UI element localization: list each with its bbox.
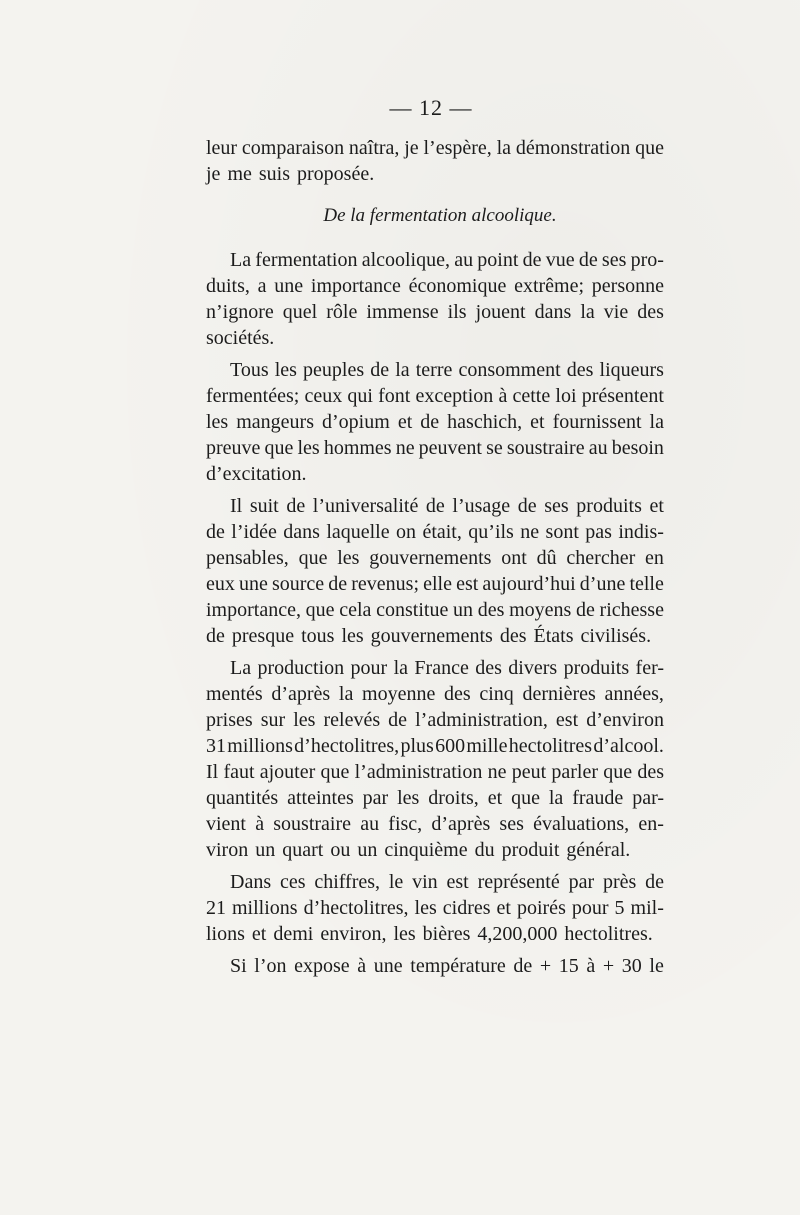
word: vin [412, 871, 438, 893]
word: température [410, 955, 506, 977]
word: ou [330, 839, 351, 861]
word: au [588, 437, 608, 459]
text-line [206, 759, 664, 785]
word: les [341, 625, 364, 647]
word: produits [576, 495, 642, 517]
word: importance, [206, 599, 301, 621]
text-line [206, 493, 664, 519]
word: la [580, 301, 595, 323]
text-line [206, 461, 664, 487]
word: est [456, 573, 479, 595]
word: ces [279, 871, 306, 893]
word: Si [230, 955, 247, 977]
word: l’universalité [312, 495, 419, 517]
word: France [414, 657, 469, 679]
word: de [206, 521, 225, 543]
text-line [206, 247, 664, 273]
word: la [649, 411, 664, 433]
word: de [575, 599, 595, 621]
word: les [274, 359, 297, 381]
word: en- [638, 813, 664, 835]
word: millions [232, 897, 298, 919]
word: 30 [621, 955, 642, 977]
word: des [566, 359, 594, 381]
word: de [645, 871, 664, 893]
word: de [286, 495, 306, 517]
word: 15 [558, 955, 579, 977]
word: elle [423, 573, 452, 595]
word: La [230, 657, 252, 679]
word: et [496, 897, 511, 919]
word: cinq [479, 683, 514, 705]
word: des [637, 301, 664, 323]
text-line [206, 707, 664, 733]
word: point [477, 249, 519, 271]
word: droits, [428, 787, 479, 809]
word: fournissent [552, 411, 642, 433]
word: à [357, 955, 367, 977]
word: économique [408, 275, 507, 297]
word: est [555, 709, 579, 731]
word: que [320, 761, 350, 783]
word: cidres [442, 897, 491, 919]
word: hectolitres. [564, 923, 653, 945]
word: la [395, 359, 410, 381]
word: fisc, [388, 813, 423, 835]
section-heading: De la fermentation alcoolique. [323, 205, 557, 226]
word: presque [231, 625, 295, 647]
word: produits [563, 657, 630, 679]
word: suis [258, 163, 290, 185]
word: mangeurs [236, 411, 314, 433]
text-line [206, 519, 664, 545]
word: qu’ils [468, 521, 514, 543]
word: quel [282, 301, 318, 323]
word: l’usage [452, 495, 511, 517]
word: besoin [611, 437, 664, 459]
word: personne [591, 275, 664, 297]
word: chiffres, [314, 871, 381, 893]
word: ses [499, 813, 524, 835]
word: l’administration [354, 761, 483, 783]
word: sont [545, 521, 579, 543]
word: du [474, 839, 495, 861]
word: de [513, 955, 533, 977]
word: vient [206, 813, 246, 835]
word: revenus; [351, 573, 420, 595]
word: fermentation [255, 249, 358, 271]
word: d’après [271, 683, 331, 705]
word: une [373, 955, 403, 977]
word: 21 [206, 897, 226, 919]
text-line [206, 325, 664, 351]
text-line [206, 273, 664, 299]
text-line [206, 811, 664, 837]
word: Il [206, 761, 219, 783]
word: par [568, 871, 595, 893]
text-line [206, 837, 664, 863]
word: hectolitres [508, 735, 593, 757]
word: a [257, 275, 267, 297]
word: vie [603, 301, 629, 323]
word: les [414, 897, 437, 919]
word: consomment [458, 359, 561, 381]
word: évaluations, [533, 813, 630, 835]
word: je [206, 163, 221, 185]
word: suit [249, 495, 279, 517]
word: ajouter [259, 761, 316, 783]
word: États [533, 625, 574, 647]
word: importance [310, 275, 401, 297]
word: mille [466, 735, 508, 757]
text-line [206, 733, 664, 759]
word: présentent [581, 385, 664, 407]
text-line [206, 869, 664, 895]
word: 5 [614, 897, 625, 919]
word: terre [415, 359, 453, 381]
word: 31 [206, 735, 226, 757]
word: fraude [572, 787, 624, 809]
word: indis- [618, 521, 664, 543]
word: en [645, 547, 664, 569]
word: alcoolique, [361, 249, 450, 271]
word: lions [206, 923, 245, 945]
word: un [255, 839, 276, 861]
word: relevés [323, 709, 381, 731]
text-line [206, 357, 664, 383]
word: de [370, 359, 390, 381]
body-text [206, 135, 664, 979]
word: dans [534, 301, 572, 323]
word: gouvernements [369, 547, 492, 569]
word: au [360, 813, 380, 835]
word: peuples [303, 359, 365, 381]
word: de [420, 411, 440, 433]
word: d’une [579, 573, 626, 595]
word: ne [395, 437, 415, 459]
word: que [511, 787, 540, 809]
text-line [206, 597, 664, 623]
word: millions [227, 735, 293, 757]
word: l’espère, [423, 137, 492, 159]
word: naîtra, [348, 137, 400, 159]
text-line [206, 655, 664, 681]
word: mentés [206, 683, 263, 705]
word: poirés [516, 897, 566, 919]
word: années, [604, 683, 664, 705]
word: exception [415, 385, 494, 407]
word: de [388, 709, 408, 731]
word: pro- [630, 249, 664, 271]
word: viron [206, 839, 249, 861]
word: au [454, 249, 474, 271]
word: immense [366, 301, 439, 323]
word: liqueurs [599, 359, 664, 381]
word: civilisés. [580, 625, 652, 647]
word: quantités [206, 787, 279, 809]
word: les [206, 411, 229, 433]
text-line [206, 785, 664, 811]
word: et [530, 411, 545, 433]
word: hommes [323, 437, 392, 459]
word: et [487, 787, 503, 809]
word: ses [544, 495, 569, 517]
word: les [297, 437, 320, 459]
word: gouvernements [370, 625, 493, 647]
word: 4,200,000 [477, 923, 558, 945]
word: qui [347, 385, 373, 407]
word: les [397, 787, 420, 809]
word: pensables, [206, 547, 289, 569]
word: d’hectolitres, [303, 897, 409, 919]
word: que [603, 761, 633, 783]
word: que [264, 437, 294, 459]
word: dû [536, 547, 557, 569]
text-line [206, 623, 664, 649]
word: d’environ [586, 709, 664, 731]
word: général. [566, 839, 631, 861]
word: est [446, 871, 469, 893]
word: soustraire [506, 437, 585, 459]
word: n’ignore [206, 301, 274, 323]
paragraph [206, 241, 664, 351]
word: cinquième [384, 839, 468, 861]
word: duits, [206, 275, 250, 297]
word: d’après [431, 813, 491, 835]
word: + [539, 955, 552, 977]
word: demi [273, 923, 314, 945]
word: plus [400, 735, 434, 757]
word: était, [422, 521, 462, 543]
word: l’on [254, 955, 287, 977]
word: pour [571, 897, 609, 919]
word: les [337, 547, 360, 569]
text-line [206, 409, 664, 435]
word: La [230, 249, 252, 271]
word: vue [545, 249, 575, 271]
word: une [238, 573, 268, 595]
word: sociétés. [206, 327, 275, 349]
word: un [357, 839, 378, 861]
word: sur [260, 709, 286, 731]
word: démonstration [515, 137, 631, 159]
word: la [338, 683, 354, 705]
word: tous [301, 625, 335, 647]
word: richesse [599, 599, 664, 621]
word: leur [206, 137, 238, 159]
paragraph [206, 351, 664, 487]
word: telle [629, 573, 664, 595]
word: quart [282, 839, 324, 861]
word: preuve [206, 437, 261, 459]
word: un [453, 599, 474, 621]
word: d’opium [322, 411, 390, 433]
word: Tous [230, 359, 269, 381]
word: que [298, 547, 328, 569]
word: font [378, 385, 411, 407]
word: chercher [566, 547, 636, 569]
word: + [602, 955, 615, 977]
word: cette [512, 385, 551, 407]
word: Dans [230, 871, 272, 893]
word: des [475, 657, 502, 679]
word: proposée. [297, 163, 375, 185]
word: produit [501, 839, 560, 861]
word: de [206, 625, 225, 647]
word: fer- [635, 657, 664, 679]
word: de [517, 495, 537, 517]
word: haschich, [447, 411, 523, 433]
word: représenté [477, 871, 560, 893]
word: de [578, 249, 598, 271]
word: mil- [630, 897, 664, 919]
text-line [206, 895, 664, 921]
word: je [404, 137, 419, 159]
word: le [649, 955, 664, 977]
word: loi [555, 385, 577, 407]
word: environ, [320, 923, 387, 945]
word: divers [508, 657, 558, 679]
word: la [548, 787, 564, 809]
text-line [206, 383, 664, 409]
paragraph [206, 649, 664, 863]
text-line [206, 545, 664, 571]
word: ils [447, 301, 467, 323]
word: peuvent [418, 437, 482, 459]
word: pour [350, 657, 388, 679]
word: et [397, 411, 413, 433]
word: extrême; [514, 275, 585, 297]
text-line [206, 571, 664, 597]
word: d’alcool. [593, 735, 664, 757]
word: par- [632, 787, 664, 809]
word: les [393, 923, 416, 945]
word: à [498, 385, 508, 407]
paragraph [206, 863, 664, 947]
text-line [206, 135, 664, 161]
text-line [206, 921, 664, 947]
word: à [255, 813, 265, 835]
word: soustraire [273, 813, 352, 835]
word: laquelle [326, 521, 390, 543]
word: on [396, 521, 417, 543]
word: dans [283, 521, 320, 543]
word: d’hectolitres, [294, 735, 400, 757]
word: la [393, 657, 409, 679]
word: ne [487, 761, 507, 783]
word: fermentées; [206, 385, 300, 407]
word: de [522, 249, 542, 271]
word: rôle [326, 301, 358, 323]
word: ont [501, 547, 527, 569]
word: des [499, 625, 527, 647]
word: moyens [509, 599, 572, 621]
word: des [637, 761, 664, 783]
word: constitue [376, 599, 449, 621]
text-line [206, 681, 664, 707]
word: atteintes [287, 787, 354, 809]
word: les [293, 709, 316, 731]
word: se [486, 437, 503, 459]
word: aujourd’hui [482, 573, 576, 595]
word: par [362, 787, 389, 809]
word: des [477, 599, 505, 621]
word: pas [585, 521, 612, 543]
word: me [227, 163, 252, 185]
word: de [425, 495, 445, 517]
word: d’excitation. [206, 463, 307, 485]
word: expose [294, 955, 350, 977]
word: prises [206, 709, 253, 731]
word: source [271, 573, 325, 595]
word: jouent [475, 301, 526, 323]
word: eux [206, 573, 235, 595]
word: la [496, 137, 512, 159]
word: 600 [435, 735, 466, 757]
paragraph [206, 487, 664, 649]
text-line [206, 953, 664, 979]
word: des [444, 683, 471, 705]
word: bières [422, 923, 471, 945]
word: production [257, 657, 345, 679]
word: l’idée [231, 521, 277, 543]
paragraph [206, 947, 664, 979]
word: que [635, 137, 664, 159]
word: dernières [522, 683, 596, 705]
word: le [388, 871, 404, 893]
word: à [586, 955, 596, 977]
word: comparaison [241, 137, 345, 159]
word: et [251, 923, 267, 945]
word: ne [520, 521, 540, 543]
word: cela [339, 599, 372, 621]
word: Il [230, 495, 243, 517]
word: l’administration, [415, 709, 548, 731]
word: ses [601, 249, 627, 271]
word: ceux [304, 385, 343, 407]
word: près [602, 871, 637, 893]
word: une [274, 275, 304, 297]
word: parler [551, 761, 598, 783]
word: faut [223, 761, 255, 783]
word: peut [511, 761, 547, 783]
word: de [328, 573, 348, 595]
word: que [305, 599, 335, 621]
word: moyenne [362, 683, 436, 705]
text-line [206, 161, 664, 187]
page-number: — 12 — [389, 95, 473, 120]
paragraph [206, 135, 664, 187]
word: et [649, 495, 664, 517]
text-line [206, 435, 664, 461]
text-line [206, 299, 664, 325]
